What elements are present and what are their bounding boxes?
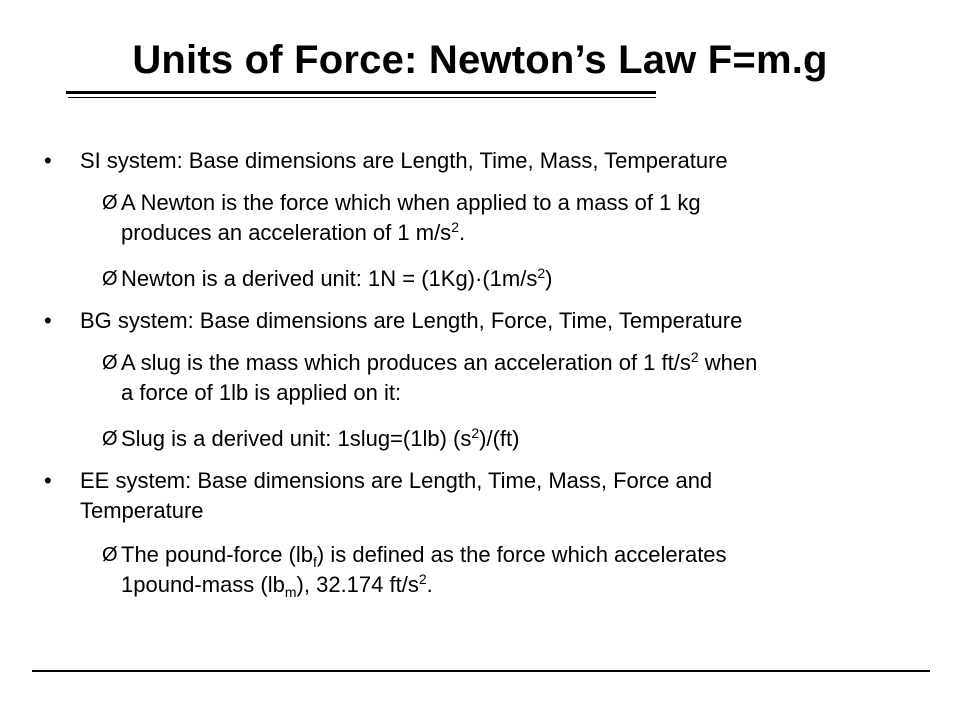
text-run: . [458, 220, 466, 245]
text-run: The pound-force (lb [121, 542, 313, 567]
arrow-bullet-icon: Ø [102, 352, 118, 374]
subbullet-text [121, 264, 901, 294]
arrow-bullet-icon: Ø [102, 544, 118, 566]
arrow-bullet-icon: Ø [102, 268, 118, 290]
text-run: ) is defined as the force which accelerates [316, 542, 727, 567]
arrow-bullet-icon: Ø [102, 428, 118, 450]
bullet-text: BG system: Base dimensions are Length, Force, Time, Temperature [80, 308, 743, 333]
superscript: 2 [537, 265, 546, 281]
superscript: 2 [690, 349, 699, 365]
subbullet-line [121, 570, 901, 600]
text-run: produces an acceleration of 1 m/s [121, 220, 452, 245]
bullet-dot-icon: • [44, 148, 52, 173]
bullet-dot-icon: • [44, 308, 52, 333]
bullet-line: EE system: Base dimensions are Length, Time, Mass, Force and [80, 468, 713, 493]
text-run: ) [545, 266, 553, 291]
subbullet-line [121, 218, 901, 248]
text-run: Slug is a derived unit: 1slug=(1lb) (s [121, 426, 472, 451]
superscript: 2 [471, 425, 480, 441]
subbullet-text [121, 540, 901, 600]
subbullet-text [121, 348, 901, 408]
subbullet-line [121, 348, 901, 378]
subscript: f [313, 554, 317, 570]
slide-title: Units of Force: Newton’s Law F=m.g [132, 38, 828, 82]
arrow-bullet-icon: Ø [102, 192, 118, 214]
bullet-text [80, 466, 900, 526]
text-run: Newton is a derived unit: 1N = (1Kg)·(1m/s [121, 266, 538, 291]
bullet-dot-icon: • [44, 468, 52, 493]
text-run: 1pound-mass (lb [121, 572, 285, 597]
text-run: when [698, 350, 758, 375]
bullet-text: SI system: Base dimensions are Length, Time, Mass, Temperature [80, 148, 728, 173]
superscript: 2 [451, 219, 459, 235]
subbullet-text [121, 188, 901, 248]
subbullet-text [121, 424, 901, 454]
footer-divider [32, 670, 930, 672]
bullet-line: Temperature [80, 498, 204, 523]
text-run: ), 32.174 ft/s [296, 572, 419, 597]
superscript: 2 [418, 571, 427, 587]
text-run: )/(ft) [479, 426, 520, 451]
subscript: m [284, 584, 297, 600]
text-run: A slug is the mass which produces an acceleration of 1 ft/s [121, 350, 691, 375]
subbullet-line [121, 540, 901, 570]
subbullet-line: a force of 1lb is applied on it: [121, 380, 402, 405]
subbullet-line: A Newton is the force which when applied to a mass of 1 kg [121, 190, 701, 215]
text-run: . [426, 572, 433, 597]
